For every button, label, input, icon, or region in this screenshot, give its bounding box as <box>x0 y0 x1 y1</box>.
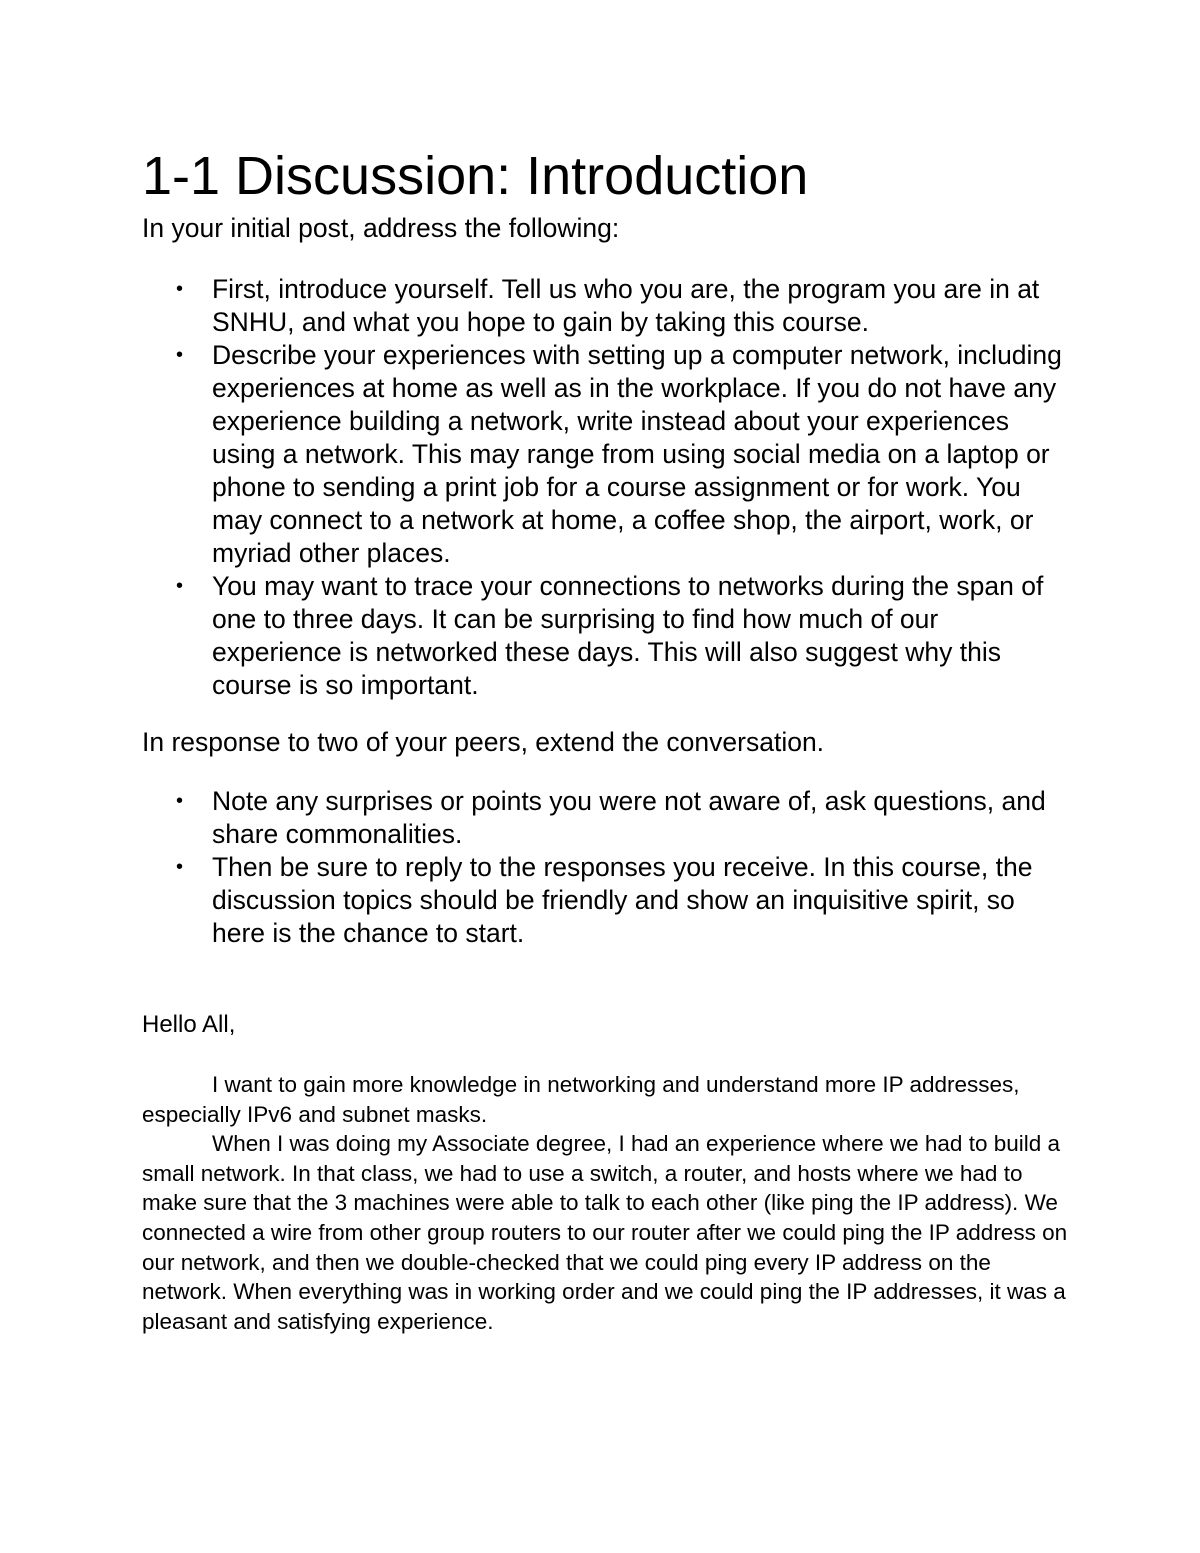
list-item <box>176 785 1072 851</box>
list-item-text: You may want to trace your connections to networks during the span of one to three days. It can be surprising to find how much of our experience is networked these days. This will also suggest why this course is so important. <box>212 571 1044 700</box>
list-item-text: Note any surprises or points you were not aware of, ask questions, and share commonalities. <box>212 786 1046 849</box>
paragraph-text: I want to gain more knowledge in networking and understand more IP addresses, especially IPv6 and subnet masks. <box>142 1072 1020 1127</box>
bullet-icon: • <box>176 856 184 878</box>
paragraph <box>142 1070 1072 1129</box>
bullet-icon: • <box>176 344 184 366</box>
page-title: 1-1 Discussion: Introduction <box>142 146 809 206</box>
response-list <box>142 785 1072 950</box>
list-item-text: First, introduce yourself. Tell us who you are, the program you are in at SNHU, and what you hope to gain by taking this course. <box>212 274 1040 337</box>
bullet-icon: • <box>176 790 184 812</box>
document-page <box>142 140 1072 1336</box>
paragraph-text: When I was doing my Associate degree, I had an experience where we had to build a small network. In that class, we had to use a switch, a router, and hosts where we had to make sure that the 3 machines were able to talk to each other (like ping the IP address). We connected a wire from other group routers to our router after we could ping the IP address on our network, and then we double-checked that we could ping every IP address on the network. When everything was in working order and we could ping the IP addresses, it was a pleasant and satisfying experience. <box>142 1131 1068 1334</box>
greeting: Hello All, <box>142 1011 236 1038</box>
list-item <box>176 339 1072 570</box>
paragraph <box>142 1129 1072 1336</box>
initial-post-list <box>142 273 1072 702</box>
list-item <box>176 273 1072 339</box>
list-item <box>176 851 1072 950</box>
list-item-text: Then be sure to reply to the responses you receive. In this course, the discussion topics should be friendly and show an inquisitive spirit, so here is the chance to start. <box>212 852 1033 948</box>
response-intro: In response to two of your peers, extend the conversation. <box>142 727 825 757</box>
bullet-icon: • <box>176 575 184 597</box>
list-item-text: Describe your experiences with setting up a computer network, including experiences at home as well as in the workplace. If you do not have any experience building a network, write instead about your experiences using a network. This may range from using social media on a laptop or phone to sending a print job for a course assignment or for work. You may connect to a network at home, a coffee shop, the airport, work, or myriad other places. <box>212 340 1062 568</box>
instructions-intro: In your initial post, address the following: <box>142 213 620 243</box>
bullet-icon: • <box>176 278 184 300</box>
list-item <box>176 570 1072 702</box>
